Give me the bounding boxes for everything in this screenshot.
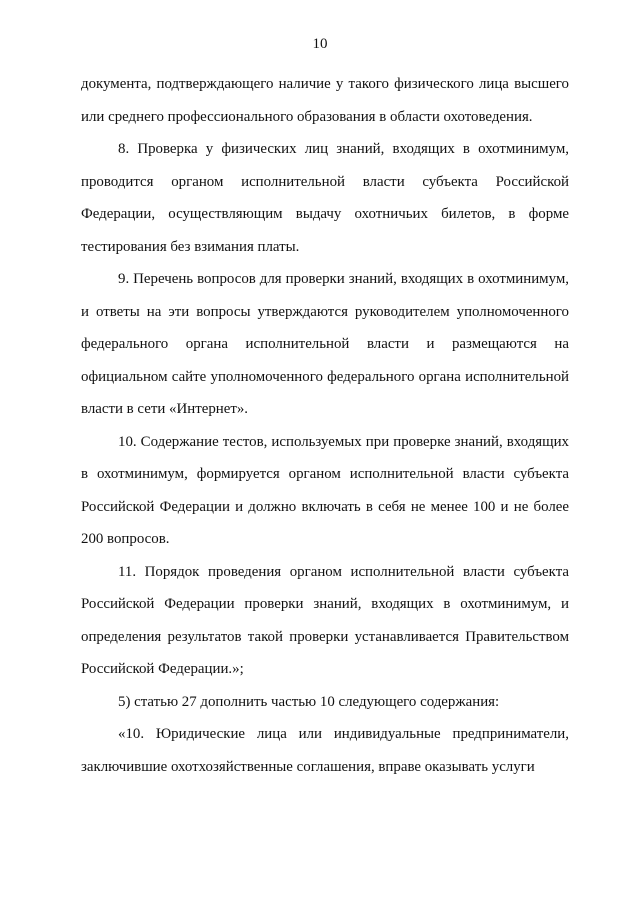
paragraph-new-part-10: «10. Юридические лица или индивидуальные предприниматели, заключившие охотхозяйственные соглашения, вправе оказывать услуги	[81, 726, 569, 775]
paragraph-item-8: 8. Проверка у физических лиц знаний, входящих в охотминимум, проводится органом исполнительной власти субъекта Российской Федерации, осуществляющим выдачу охотничьих билетов, в форме тестирования без взимания платы.	[81, 141, 569, 255]
document-body	[81, 68, 569, 783]
paragraph-amendment-5: 5) статью 27 дополнить частью 10 следующего содержания:	[118, 693, 500, 710]
page-number: 10	[312, 36, 328, 52]
paragraph-item-11: 11. Порядок проведения органом исполнительной власти субъекта Российской Федерации проверки знаний, входящих в охотминимум, и определения результатов такой проверки устанавливается Правительством Российской Федерации.»;	[81, 563, 569, 677]
paragraph-item-9: 9. Перечень вопросов для проверки знаний, входящих в охотминимум, и ответы на эти вопросы утверждаются руководителем уполномоченного федерального органа исполнительной власти и размещаются на официальном сайте уполномоченного федерального органа исполнительной власти в сети «Интернет».	[81, 271, 569, 417]
paragraph-item-10: 10. Содержание тестов, используемых при проверке знаний, входящих в охотминимум, формируется органом исполнительной власти субъекта Российской Федерации и должно включать в себя не менее 100 и не более 200 вопросов.	[81, 433, 569, 547]
paragraph-continuation: документа, подтверждающего наличие у такого физического лица высшего или среднего профессионального образования в области охотоведения.	[81, 76, 569, 125]
